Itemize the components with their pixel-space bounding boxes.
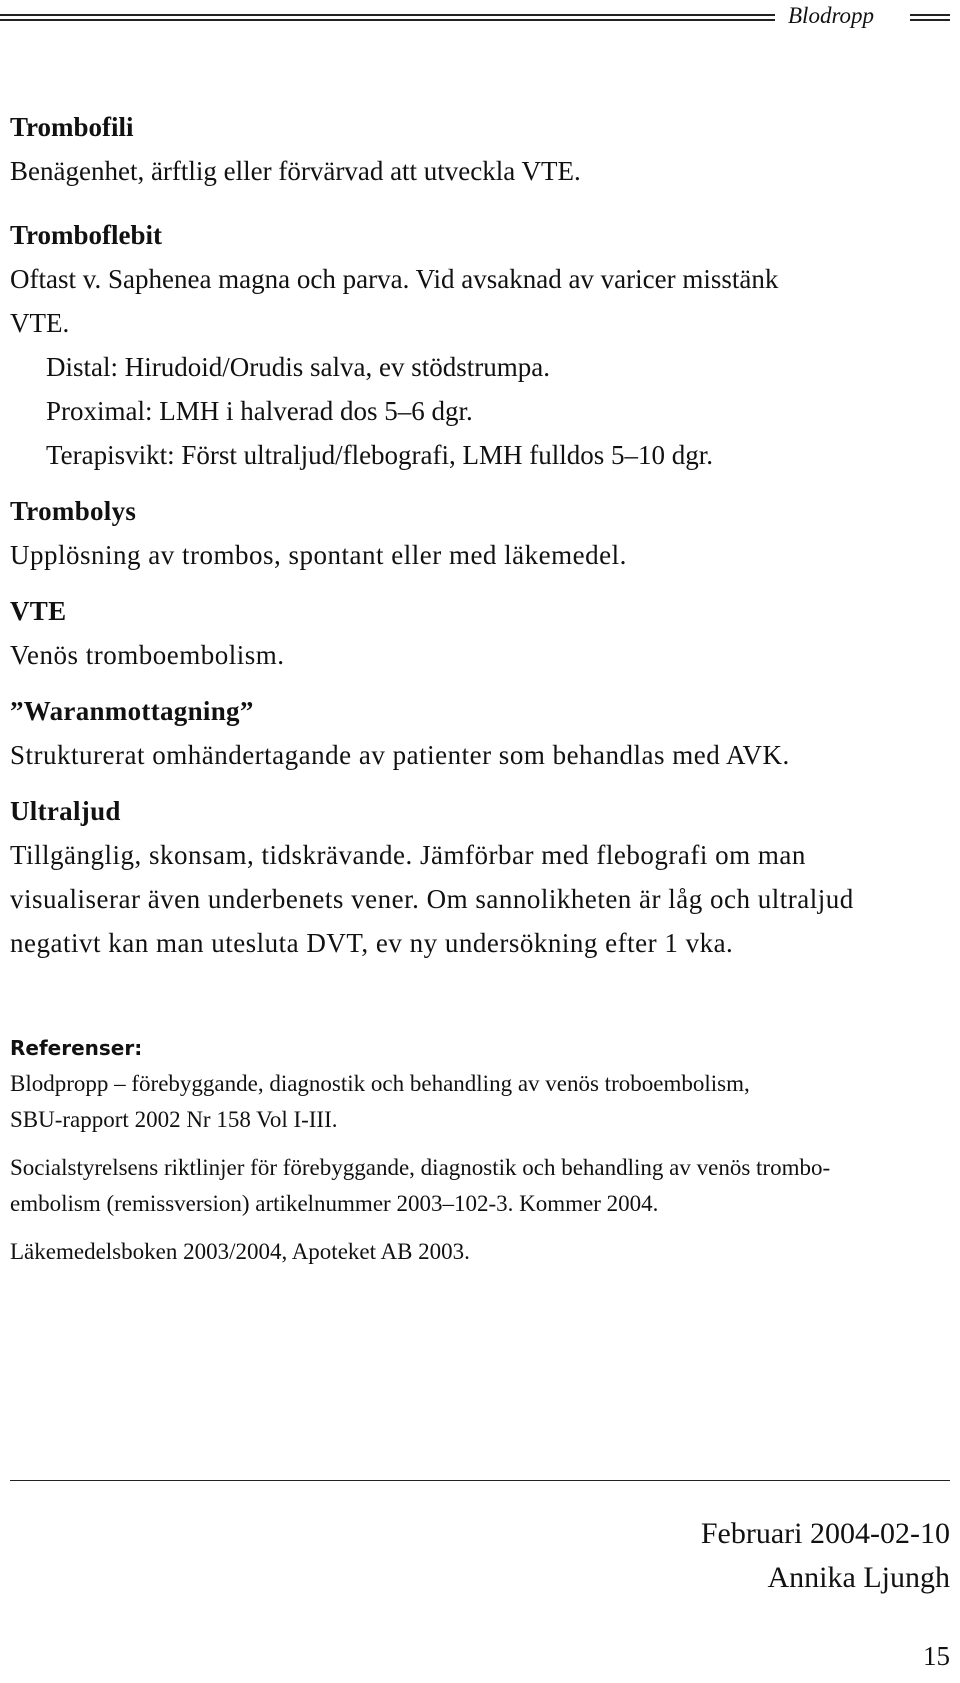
reference-line: Blodpropp – förebyggande, diagnostik och behandling av venös troboembolism, (10, 1071, 750, 1096)
reference-item (10, 1234, 950, 1270)
term-title: Tromboflebit (10, 220, 162, 250)
term-tromboflebit (10, 213, 950, 477)
term-definition-line: negativt kan man utesluta DVT, ev ny undersökning efter 1 vka. (10, 928, 734, 958)
reference-item (10, 1150, 950, 1222)
term-definition: Strukturerat omhändertagande av patienter som behandlas med AVK. (10, 740, 790, 770)
term-definition: Venös tromboembolism. (10, 640, 285, 670)
reference-line: embolism (remissversion) artikelnummer 2003–102-3. Kommer 2004. (10, 1191, 659, 1216)
reference-line: Socialstyrelsens riktlinjer för förebyggande, diagnostik och behandling av venös trombo- (10, 1155, 831, 1180)
term-title: Trombofili (10, 112, 134, 142)
term-vte (10, 589, 950, 677)
page-number: 15 (923, 1641, 950, 1671)
reference-line: SBU-rapport 2002 Nr 158 Vol I-III. (10, 1107, 338, 1132)
header-rule-right (910, 14, 950, 21)
reference-line: Läkemedelsboken 2003/2004, Apoteket AB 2003. (10, 1239, 470, 1264)
references-section (10, 1030, 950, 1282)
term-title: Trombolys (10, 496, 137, 526)
signature-name: Annika Ljungh (767, 1561, 950, 1594)
glossary-section (10, 105, 950, 965)
term-trombolys (10, 489, 950, 577)
term-waranmottagning (10, 689, 950, 777)
treatment-line-proximal: Proximal: LMH i halverad dos 5–6 dgr. (46, 396, 473, 426)
treatment-line-therapy-failure: Terapisvikt: Först ultraljud/flebografi, LMH fulldos 5–10 dgr. (46, 440, 714, 470)
term-definition-line: VTE. (10, 308, 70, 338)
signature-date: Februari 2004-02-10 (700, 1517, 950, 1550)
treatment-line-distal: Distal: Hirudoid/Orudis salva, ev stödstrumpa. (46, 352, 550, 382)
header-rule-left (0, 14, 775, 21)
term-ultraljud (10, 789, 950, 965)
term-title: ”Waranmottagning” (10, 696, 254, 726)
term-definition-line: Oftast v. Saphenea magna och parva. Vid avsaknad av varicer misstänk (10, 264, 779, 294)
term-definition: Benägenhet, ärftlig eller förvärvad att utveckla VTE. (10, 156, 581, 186)
footer-divider (10, 1480, 950, 1481)
references-heading: Referenser: (10, 1036, 143, 1060)
reference-item (10, 1066, 950, 1138)
term-title: VTE (10, 596, 67, 626)
term-definition-line: visualiserar även underbenets vener. Om sannolikheten är låg och ultraljud (10, 884, 854, 914)
term-definition: Upplösning av trombos, spontant eller med läkemedel. (10, 540, 627, 570)
term-definition-line: Tillgänglig, skonsam, tidskrävande. Jämförbar med flebografi om man (10, 840, 806, 870)
term-trombofili (10, 105, 950, 193)
running-head: Blodropp (788, 3, 875, 28)
term-title: Ultraljud (10, 796, 121, 826)
